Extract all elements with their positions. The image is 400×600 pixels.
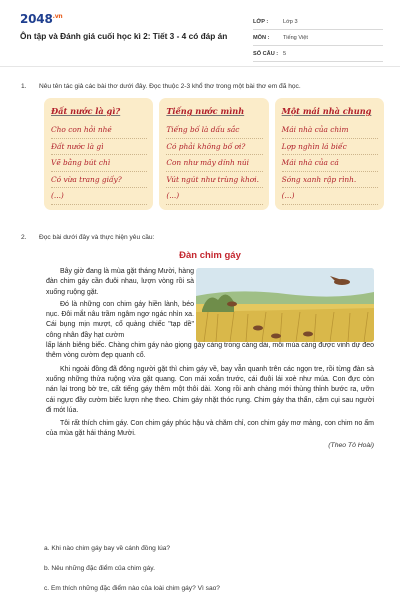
poem-line: Sóng xanh rập rình.: [282, 172, 378, 189]
poem-line: Lợp nghìn lá biếc: [282, 139, 378, 156]
site-logo[interactable]: [20, 12, 62, 26]
meta-value: Tiếng Việt: [283, 34, 308, 41]
reading-passage: [46, 250, 374, 449]
poem-title: Tiếng nước mình: [166, 106, 245, 116]
poem-title: Một mái nhà chung: [281, 106, 372, 116]
subquestion-a: a. Khi nào chim gáy bay về cánh đồng lúa?: [44, 545, 171, 552]
poem-line: Đất nước là gì: [51, 139, 147, 156]
poem-line: (...): [282, 188, 378, 205]
question-text: Nêu tên tác giả các bài thơ dưới đây. Đọc thuộc 2-3 khổ thơ trong một bài thơ em đã học.: [39, 83, 301, 90]
meta-row-grade: [253, 14, 383, 30]
site-logo-name: 2048: [20, 12, 53, 26]
meta-value: 5: [283, 50, 287, 57]
meta-row-count: [253, 46, 383, 62]
question-1: [21, 82, 301, 91]
passage-paragraph: Tôi rất thích chim gáy. Con chim gáy phúc hậu và chăm chỉ, con chim gáy mơ màng, con chim no ấm của mùa gặt hái tháng Mười.: [46, 420, 374, 438]
site-logo-tld: .vn: [52, 13, 63, 20]
meta-label: SỐ CÂU :: [253, 50, 279, 57]
poem-line: Cho con hỏi nhé: [51, 122, 147, 139]
poem-line: Tiếng bố là dấu sắc: [166, 122, 262, 139]
poem-card: [44, 98, 153, 210]
document-title: Ôn tập và Đánh giá cuối học kì 2: Tiết 3 - 4 có đáp án: [20, 31, 228, 41]
subquestion-b: b. Nêu những đặc điểm của chim gáy.: [44, 565, 155, 572]
document-meta: [253, 14, 383, 62]
question-text: Đọc bài dưới đây và thực hiện yêu cầu:: [39, 234, 155, 241]
poem-line: Có vừa trang giấy?: [51, 172, 147, 189]
page-header: [0, 0, 400, 64]
passage-paragraph: lấp lánh biêng biếc. Chàng chim gáy nào giọng gáy càng trong càng dài, mỗi mùa càng được vinh dự đeo thêm vòng cườm đẹp quanh cổ.: [46, 342, 374, 360]
poem-line: Mái nhà của chim: [282, 122, 378, 139]
passage-author: (Theo Tô Hoài): [328, 441, 374, 449]
poem-card: [275, 98, 384, 210]
poem-title: Đất nước là gì?: [51, 106, 121, 116]
passage-title: Đàn chim gáy: [179, 250, 241, 261]
poem-line: Có phải không bố ơi?: [166, 139, 262, 156]
passage-paragraph: Khi ngoài đồng đã đông người gặt thì chim gáy về, bay vẫn quanh trên các ngọn tre, rồi từng đàn sà xuống những thửa ruộng vừa gặt quang. Con mái xoắn trước, cái đuôi lái xoè như múa. Con đực còn nán lại trong bờ tre, cất tiếng gáy thêm một thôi dài. Xong rồi anh chàng mới thủng thỉnh bước ra, ưỡn cái ngực đầy cườm biếc lượn nhẹ theo. Chim gáy nhặt thóc rụng. Chim gáy tha thẩn, cặm cụi sau người đi mót lúa.: [46, 365, 374, 414]
poem-card: [159, 98, 268, 210]
poem-line: (...): [51, 188, 147, 205]
passage-paragraph: Đó là những con chim gáy hiền lành, béo nục. Đôi mắt nâu trầm ngâm ngơ ngác nhìn xa. Cái bụng mịn mượt, cổ quàng chiếc "tạp dề" công nhân đầy hạt cườm: [46, 300, 194, 339]
poem-line: Con như mây dính núi: [166, 155, 262, 172]
header-divider: [0, 66, 400, 67]
meta-label: LỚP :: [253, 18, 269, 25]
rice-field-illustration: [196, 268, 374, 342]
question-number: 2.: [21, 234, 27, 241]
meta-row-subject: [253, 30, 383, 46]
poem-line: Vẽ bằng bút chì: [51, 155, 147, 172]
poem-line: Vút ngút như trùng khơi.: [166, 172, 262, 189]
poem-cards: [44, 98, 384, 210]
poem-line: (...): [166, 188, 262, 205]
meta-label: MÔN :: [253, 34, 270, 41]
meta-value: Lớp 3: [283, 18, 298, 25]
poem-line: Mái nhà của cá: [282, 155, 378, 172]
passage-paragraph: Bây giờ đang là mùa gặt tháng Mười, hàng đàn chim gáy cần đuôi nhau, lượn vòng rồi sà xuống ruộng gặt.: [46, 268, 194, 296]
question-number: 1.: [21, 83, 27, 90]
question-2: [21, 233, 154, 242]
subquestion-c: c. Em thích những đặc điểm nào của loài chim gáy? Vì sao?: [44, 585, 220, 592]
